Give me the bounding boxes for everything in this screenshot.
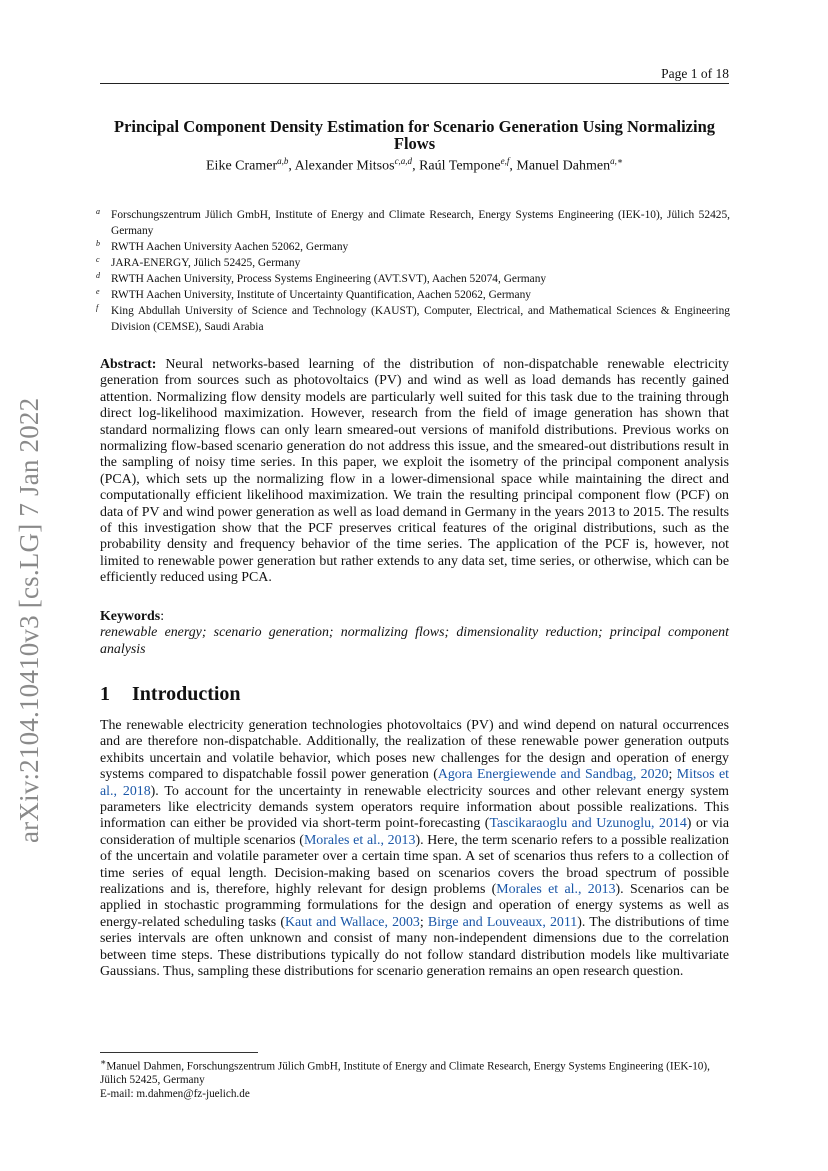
abstract — [100, 357, 729, 587]
section-number: 1 — [100, 683, 110, 705]
author-name: Alexander Mitsos — [294, 158, 395, 174]
affiliation-mark: f — [96, 303, 99, 312]
affiliation-list — [96, 207, 730, 335]
author-name: Manuel Dahmen — [516, 158, 611, 174]
author-marks: c,a,d — [394, 156, 413, 166]
intro-text: ). To account for the uncertainty in renewable electricity sources and other relevant energy system parameters like electricity demands system operators require information about possible realizations. This information can either be provided via short-term point-forecasting ( — [100, 783, 729, 832]
abstract-label: Abstract: — [100, 357, 157, 372]
intro-text: ; — [419, 914, 428, 930]
abstract-text: Neural networks-based learning of the distribution of non-dispatchable renewable electricity generation from sources such as photovoltaics (PV) and wind as well as load demands has recently gained attention. Normalizing flow density models are particularly well suited for this task due to the training through direct log-likelihood maximization. However, research from the field of image generation has shown that standard normalizing flows can only learn smeared-out versions of manifold distributions. Previous works on normalizing flow-based scenario generation do not address this issue, and the smeared-out distributions result in the sampling of noisy time series. In this paper, we exploit the isometry of the principal component analysis (PCA), which sets up the normalizing flow in a lower-dimensional space while maintaining the direct and computationally efficient likelihood maximization. We train the resulting principal component flow (PCF) on data of PV and wind power generation as well as load demand in Germany in the years 2013 to 2015. The results of this investigation show that the PCF preserves critical features of the original distributions, such as the probability density and frequency behavior of the time series. The application of the PCF is, however, not limited to renewable power generation but rather extends to any data set, time series, or otherwise, which can be efficiently reduced using PCA. — [100, 357, 729, 586]
affiliation-text: RWTH Aachen University, Process Systems Engineering (AVT.SVT), Aachen 52074, Germany — [111, 273, 547, 285]
citation-link[interactable]: Kaut and Wallace, 2003 — [284, 914, 420, 930]
citation-link[interactable]: Tascikaraoglu and Uzunoglu, 2014 — [489, 816, 687, 832]
affiliation-mark: d — [96, 271, 100, 280]
author-name: Raúl Tempone — [419, 158, 501, 174]
arxiv-stamp: arXiv:2104.10410v3 [cs.LG] 7 Jan 2022 — [14, 397, 44, 843]
keywords-label: Keywords — [100, 609, 161, 624]
footnote-rule — [100, 1052, 258, 1053]
author-list: Eike Cramer$^{a,b}$, Alexander Mitsos$^{c,a,d}$, Raúl Tempone$^{e,f}$, Manuel Dahmen$^{a,∗}$ — [206, 156, 623, 174]
keywords: Keywords: renewable energy; scenario generation; normalizing flows; dimensionality reduction; principal component analysis — [100, 609, 729, 657]
footnote-email: E-mail: m.dahmen@fz-juelich.de — [100, 1087, 250, 1100]
affiliation-text: JARA-ENERGY, Jülich 52425, Germany — [111, 257, 301, 269]
affiliation-mark: e — [96, 287, 100, 296]
footnote-text: Manuel Dahmen, Forschungszentrum Jülich GmbH, Institute of Energy and Climate Research, Energy Systems Engineering (IEK-10), Jülich 52425, Germany — [100, 1060, 710, 1087]
paper-title: Principal Component Density Estimation for Scenario Generation Using Normalizing Flows — [113, 117, 715, 153]
footnote-mark: ∗ — [100, 1058, 107, 1068]
intro-text: ). Scenarios can be applied in stochastic programming formulations for the design and operation of energy systems as well as energy-related scheduling tasks ( — [100, 882, 729, 930]
intro-paragraph — [100, 718, 729, 981]
page-number: Page 1 of 18 — [661, 66, 729, 81]
citation-link[interactable]: Morales et al., 2013 — [303, 832, 416, 848]
affiliation-text: RWTH Aachen University, Institute of Uncertainty Quantification, Aachen 52062, Germany — [111, 289, 531, 301]
intro-text: ) or via consideration of multiple scenarios ( — [100, 816, 729, 848]
affiliation-text: King Abdullah University of Science and Technology (KAUST), Computer, Electrical, and Mathematical Sciences & Engineering Division (CEMSE), Saudi Arabia — [111, 305, 730, 333]
affiliation — [96, 255, 730, 271]
affiliation-mark: c — [96, 255, 100, 264]
section-title: Introduction — [132, 683, 241, 705]
affiliation-mark: b — [96, 239, 100, 248]
author-marks: a,b — [277, 156, 289, 166]
author-marks: a,∗ — [610, 156, 623, 166]
keywords-text: renewable energy; scenario generation; normalizing flows; dimensionality reduction; principal component analysis — [100, 625, 729, 657]
affiliation — [96, 287, 730, 303]
citation-link[interactable]: Morales et al., 2013 — [496, 882, 616, 898]
author-name: Eike Cramer — [206, 158, 278, 174]
author-marks: e,f — [500, 156, 510, 166]
affiliation — [96, 239, 730, 255]
affiliation — [96, 207, 730, 239]
intro-text: ; — [668, 767, 677, 783]
affiliation-text: Forschungszentrum Jülich GmbH, Institute of Energy and Climate Research, Energy Systems Engineering (IEK-10), Jülich 52425, Germany — [111, 209, 730, 237]
footnote — [100, 1057, 729, 1102]
citation-link[interactable]: Birge and Louveaux, 2011 — [427, 914, 578, 930]
intro-text: ). The distributions of time series intervals are often unknown and consist of many non-independent dimensions due to the correlation between time steps. These distributions typically do not follow standard distribution models like multivariate Gaussians. Thus, sampling these distributions for scenario generation remains an open research question. — [100, 914, 730, 980]
affiliation — [96, 271, 730, 287]
citation-link[interactable]: Mitsos et al., 2018 — [100, 767, 729, 799]
affiliation-text: RWTH Aachen University Aachen 52062, Germany — [111, 241, 349, 253]
intro-text: ). Here, the term scenario refers to a possible realization of the uncertain and volatile parameter over a certain time span. A set of scenarios thus refers to a collection of time series of equal length. Decision-making based on scenarios covers the broad spectrum of possible realizations and is, therefore, highly relevant for design problems ( — [100, 832, 730, 898]
page-header — [100, 66, 729, 84]
intro-text: The renewable electricity generation technologies photovoltaics (PV) and wind depend on natural occurrences and are therefore non-dispatchable. Additionally, the realization of these renewable power generation outputs exhibits uncertain and volatile behavior, which poses new challenges for the design and operation of energy systems compared to dispatchable fossil power generation ( — [100, 718, 729, 783]
section-heading — [100, 682, 729, 706]
citation-link[interactable]: Agora Energiewende and Sandbag, 2020 — [437, 767, 669, 783]
affiliation-mark: a — [96, 207, 100, 216]
affiliation — [96, 303, 730, 335]
